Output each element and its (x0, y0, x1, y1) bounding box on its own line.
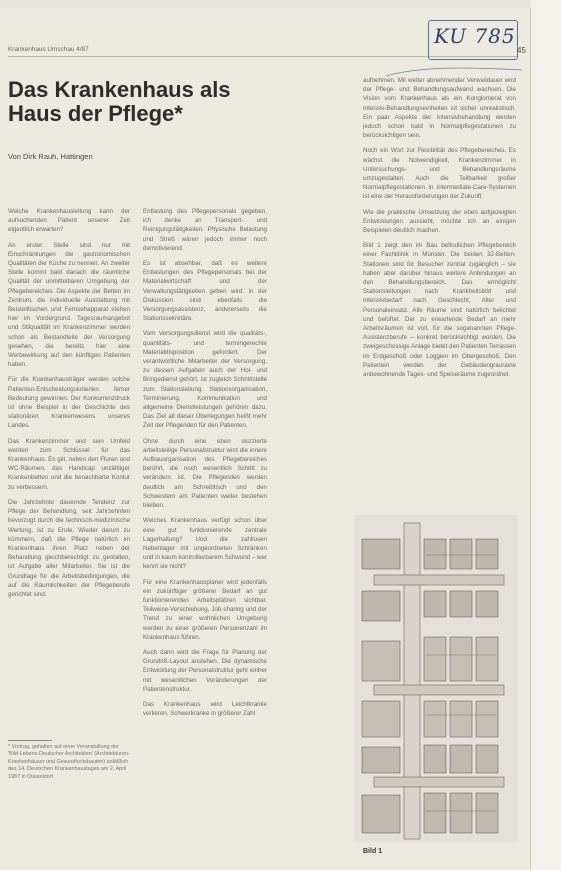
figure-caption: Bild 1 (363, 848, 383, 855)
paragraph: Noch ein Wort zur Flexibilität des Pflegebereiches. Es wächst die Notwendigkeit, Krankenzimmer in Untersuchungs- und Behandlungsräume umzugestalten. Auch die Teilbarkeit großer Normalpflegestationen in intermediate-Care-Systemen ist eine der Herausforderungen der Zukunft. (363, 147, 516, 201)
paragraph: Vom Versorgungsdienst wird die qualitäts-, quantitäts- und termingerechte Materialdisposition gefordert. Der verantwortliche Mitarbeiter der Versorgung, zu dessen Aufgaben auch der Hol- und Bringedienst gehört, ist zugleich Schnittstelle zum Stationsleitung. Stationsorganisation, Terminierung, Kommunikation und allgemeine Dienstleistungen gehören dazu. Das Ziel all dieser Überlegungen heißt mehr Zeit der Pflegenden für den Patienten. (143, 330, 267, 430)
journal-header: Krankenhaus Umschau 4/87 (8, 46, 89, 53)
paragraph: aufnehmen. Mit weiter abnehmender Verweildauer wird der Pflege- und Behandlungsaufwand wachsen. Die Vision vom Krankenhaus als ein Konglomerat von Intensiv-Behandlungseinheiten ist sicher unrealistisch. Ein paar Aspekte der Intensivbehandlung werden jedoch schon bald in Normalpflegestationen zu berücksichtigen sein. (363, 77, 516, 140)
paragraph: Ohne durch eine eben skizzierte arbeitsteilige Personalstruktur wird die innere Aufbauorganisation des Pflegebereiches berührt, die noch wesentlich Schritt zu verändern ist. Die Pflegenden werden deutlich am Schreibtisch und den Schwestern am Patienten weiter bestehen bleiben. (143, 437, 267, 510)
paragraph: Für eine Krankenhausplaner wird jedenfalls ein zukünftiger größerer Bedarf an gut funktionierenden Arbeitsplätzen sichtbar. Teilweise-Verschiebung, Job-sharing und der Trend zu einer wohnlichen Umgebung werden zu einer größeren Personenzahl im Krankenhaus führen. (143, 578, 267, 641)
footnote: * Vortrag, gehalten auf einer Veranstaltung der 'Bild-Lebens Deutscher Architekten' (Architekturen-Krankenhäuser und Gesundheitsbauten) anläßlich des 14. Deutschen Krankenhaustages am 2. April 1987 in Düsseldorf (8, 744, 130, 780)
paragraph: Das Krankenhaus wird Leichtkranke verlieren. Schwerkranke in größerer Zahl (143, 700, 267, 718)
body-column-1 (8, 207, 130, 735)
paragraph: Welches Krankenhaus verfügt schon über eine gut funktionierende zentrale Lagerhaltung? Und die zahllosen Nebenlager mit ungeordneten Schränken und in kaum kontrollierbarem Schwund – wer kennt sie nicht? (143, 517, 267, 571)
paragraph: Wie die praktische Umsetzung der eben aufgezeigten Entwicklungen aussieht, möchte ich an einigen Beispielen deutlich machen. (363, 208, 516, 235)
floor-plan-figure (354, 515, 518, 842)
article-title: Das Krankenhaus als Haus der Pflege* (8, 77, 231, 126)
paragraph: Auch dann wird die Frage für Planung der Grundriß-Layout anstehen. Die dynamische Entwicklung der Personalstruktur geht einher mit wesentlichen Veränderungen der Patientenstruktur. (143, 648, 267, 693)
paragraph: Die Jahrzehnte dauernde Tendenz zur Pflege der Behandlung, seit Jahrzehnten bevorzugt durch die technisch-medizinische Wertung, ist zu Ende. Wieder darum zu kümmern, daß die Pflege natürlich im Krankenhaus ihren Platz neben der Behandlung gleichberechtigt zu gestalten, ist Aufgabe aller Mitarbeiter. Sie ist die Grundlage für die Arbeitsbedingungen, die auf die Räumlichkeiten der Pflegeberufe gerichtet sind. (8, 498, 130, 598)
paragraph: Entlastung des Pflegepersonals gegeben, ich denke an Transport- und Reinigungstätigkeiten. Physische Belastung und Streß wären jedoch immer noch demotivierend. (143, 208, 267, 252)
article-author: Von Dirk Rauh, Hattingen (8, 152, 93, 161)
paragraph: Welche Krankenhausleitung kann der aufsuchenden Patient unserer Zeit eigentlich erwarten? (8, 208, 130, 234)
paragraph: Das Krankenzimmer und sein Umfeld werden zum Schlüssel für das Krankenhaus. Es gilt, neben den Fluren und WC-Räumen, das Handicap unzähliger Krankenbetten und die benachbarte Kontur zu verbessern. (8, 437, 130, 491)
paragraph: Bild 1 zeigt den im Bau befindlichen Pflegebereich einer Fachklinik in Münster. Die beiden 32-Betten-Stationen sind für Besucher zentral zugänglich – sie haben aber darüber hinaus weitere Anbindungen an den Behandlungsbereich. Das ermöglicht Stationsleitungen nach Krankheitsbild und Intensivbedarf nach Geschlecht, Alter und Personaleinsatz. Alle Räume sind natürlich belichtet und belüftet. Der zu erwartende Bedarf an mehr Arbeitsräumen ist voll, für die sogenannten Pflege-Assistenzberufe – konkret berücksichtigt worden. Die zweigeschossige Anlage bietet den Patienten Terrassen im Erdgeschoß oder Loggien im Obergeschoß. Den Patienten werden der Gebäudengrauraine anbewohnende Tages- und Speiseräume zugeordnet. (363, 242, 516, 379)
body-column-2 (143, 207, 267, 835)
paragraph: An erster Stelle sind nur mit Einschränkungen die gastronomischen Qualitäten der Küche zu nennen. An zweiter Stelle kommt bald danach die räumliche Qualität der unmittelbaren Umgebung der Pflegebereiches. Die Aspekte der Betten im Zentrum, die individuelle Ausstattung mit Beistelltischen und Fernsehapparat stehen hier im Vordergrund. Tagesraumangebot und Stilqualität im Krankenzimmer werden schon als Bestandteile der Versorgung gesehen, die bereits hier eine Werbewirkung auf den künftigen Patienten haben. (8, 241, 130, 369)
paragraph: Für die Krankenhausträger werden solche Patienten-Entscheidungskriterien ferner Bedeutung gewinnen. Der Konkurrenzdruck ist ohne Beispiel in der Geschichte des stationären Krankenwesens unseres Landes. (8, 376, 130, 430)
paragraph: Es ist absehbar, daß es weitere Entlastungen des Pflegepersonals bei der Materialwirtschaft und der Verwaltungstätigkeiten geben wird. In der Diskussion sind ebenfalls die Versorgungsassistenz, andererseits die Stationssekretäre. (143, 260, 267, 323)
page-edge-strip (531, 0, 561, 870)
footnote-rule (8, 740, 52, 741)
archive-stamp-text: KU 785 (434, 24, 516, 48)
body-column-3 (363, 76, 516, 396)
page-number: 45 (517, 46, 526, 55)
